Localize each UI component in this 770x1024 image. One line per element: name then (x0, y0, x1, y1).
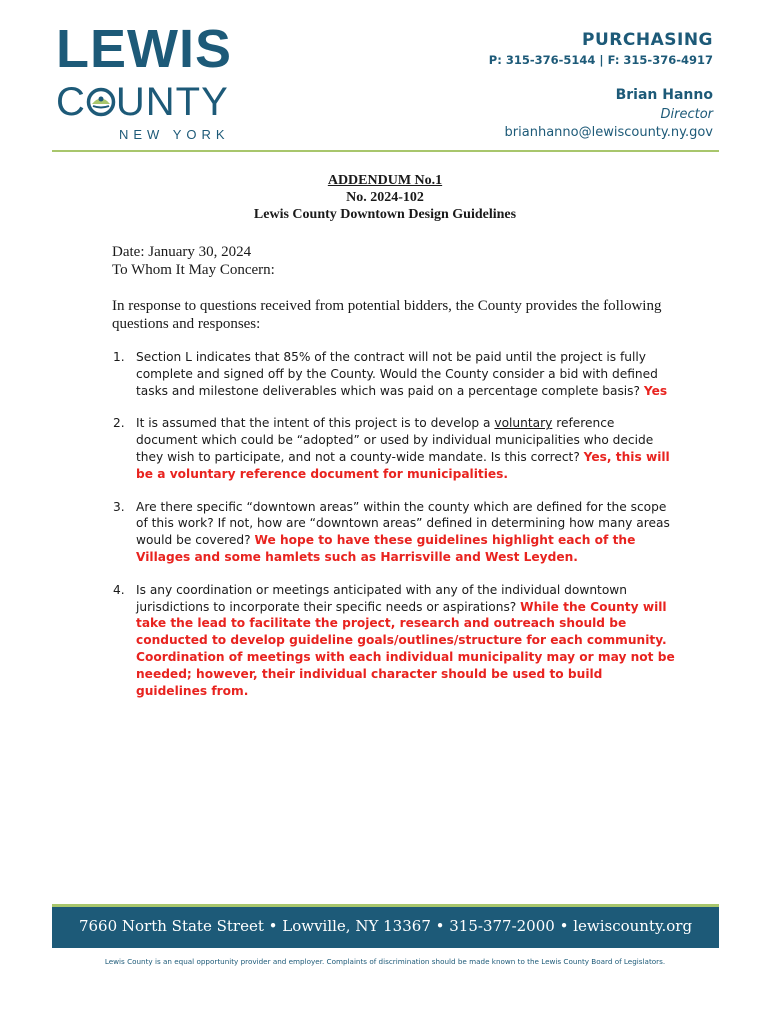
answer-text: Yes, this will be a voluntary reference document for municipalities. (136, 449, 670, 481)
qa-number: 3. (113, 499, 125, 514)
answer-text: Yes (643, 383, 668, 398)
document-title-block (0, 172, 770, 223)
answer-text: While the County will take the lead to facilitate the project, research and outreach should be conducted to develop guideline goals/outlines/structure for each community. Coordination of meetings with each individual municipality may or may not be needed; however, their individual character should be used to build guidelines from. (136, 599, 675, 698)
date-line: Date: January 30, 2024 (112, 244, 252, 260)
salutation: To Whom It May Concern: (112, 262, 275, 278)
county-seal-icon (86, 87, 116, 117)
answer-text: We hope to have these guidelines highlight each of the Villages and some hamlets such as Harrisville and West Leyden. (136, 533, 636, 564)
qa-item-3 (110, 499, 675, 566)
qa-list (110, 349, 675, 715)
contact-name: Brian Hanno (615, 87, 713, 103)
logo-county-rest: UNTY (115, 80, 229, 124)
addendum-heading: ADDENDUM No.1 (327, 173, 443, 188)
phone-fax: P: 315-376-5144 | F: 315-376-4917 (488, 53, 713, 67)
qa-item-1 (110, 349, 675, 399)
addendum-subject: Lewis County Downtown Design Guidelines (253, 207, 517, 222)
question-underlined-word: voluntary (494, 416, 553, 431)
qa-item-4 (110, 582, 675, 700)
footer-notice: Lewis County is an equal opportunity provider and employer. Complaints of discrimination should be made known to the Lewis County Board of Legislators. (104, 957, 666, 966)
logo-lewis: LEWIS (56, 19, 232, 79)
contact-email[interactable]: brianhanno@lewiscounty.ny.gov (504, 125, 713, 140)
question-text: Is any coordination or meetings anticipated with any of the individual downtown jurisdictions to incorporate their specific needs or aspirations? (136, 582, 627, 614)
addendum-number: No. 2024-102 (346, 190, 424, 205)
qa-number: 2. (113, 416, 125, 431)
qa-number: 1. (113, 350, 125, 364)
header-divider (52, 150, 719, 152)
question-text: It is assumed that the intent of this project is to develop a (136, 416, 491, 431)
question-text: Are there specific “downtown areas” within the county which are defined for the scope of this work? If not, how are “downtown areas” defined in determining how many areas would be covered? (136, 499, 670, 548)
question-text: Section L indicates that 85% of the contract will not be paid until the project is fully complete and signed off by the County. Would the County consider a bid with defined tasks and milestone deliverables which was paid on a percentage complete basis? (136, 350, 658, 398)
logo-new-york: NEW YORK (119, 127, 230, 142)
intro-paragraph: In response to questions received from potential bidders, the County provides the following questions and responses: (112, 298, 662, 332)
qa-item-2 (110, 415, 675, 482)
logo-county-c: C (56, 80, 86, 124)
question-text-cont: reference document which could be “adopted” or used by individual municipalities who decide they wish to participate, and not a county-wide mandate. Is this correct? (136, 416, 654, 464)
department-name: PURCHASING (582, 30, 713, 50)
logo-county (56, 82, 229, 122)
qa-number: 4. (113, 582, 125, 597)
footer-address: 7660 North State Street • Lowville, NY 13367 • 315-377-2000 • lewiscounty.org (78, 917, 693, 935)
contact-title: Director (660, 107, 713, 122)
